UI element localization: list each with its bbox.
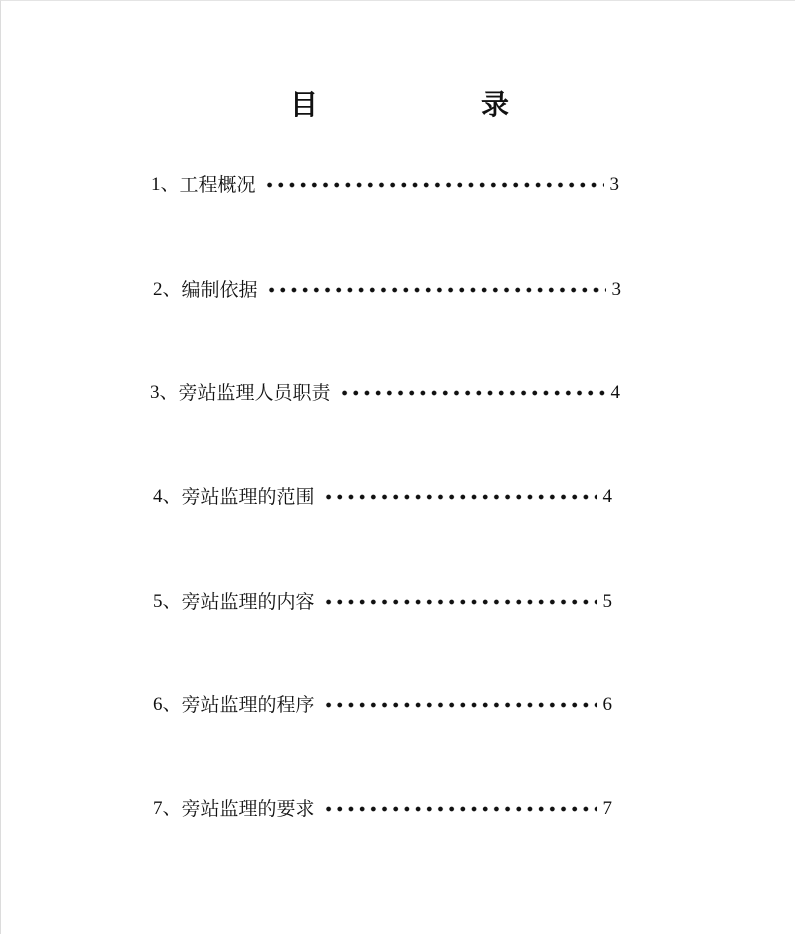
dot-leader xyxy=(339,378,605,408)
dot-leader xyxy=(266,275,606,305)
toc-entry-number: 2、 xyxy=(153,279,182,300)
toc-title xyxy=(1,85,795,125)
toc-entry[interactable] xyxy=(153,794,612,824)
toc-entry-page-number: 7 xyxy=(602,798,613,819)
dot-leader xyxy=(323,690,597,720)
toc-entry-number: 6、 xyxy=(153,694,182,715)
toc-entry-page-number: 4 xyxy=(610,382,621,403)
toc-entry-title: 旁站监理人员职责 xyxy=(178,382,331,404)
toc-entry[interactable] xyxy=(153,275,621,305)
toc-entry-number: 4、 xyxy=(153,486,182,507)
toc-entry-page-number: 3 xyxy=(609,174,620,195)
toc-entry-title: 编制依据 xyxy=(181,279,258,301)
toc-entry[interactable] xyxy=(153,482,612,512)
toc-entry-page-number: 3 xyxy=(611,279,622,300)
toc-title-char: 目 xyxy=(290,88,319,121)
toc-title-char: 录 xyxy=(481,88,510,121)
toc-entry[interactable] xyxy=(153,587,612,617)
toc-entry-page-number: 6 xyxy=(602,694,613,715)
toc-entry-page-number: 4 xyxy=(602,486,613,507)
toc-entry-title: 旁站监理的范围 xyxy=(181,486,315,508)
toc-entry-number: 5、 xyxy=(153,591,182,612)
toc-entry-page-number: 5 xyxy=(602,591,613,612)
toc-entry-number: 3、 xyxy=(150,382,179,403)
toc-entry-title: 工程概况 xyxy=(179,174,256,196)
toc-entry-title: 旁站监理的程序 xyxy=(181,694,315,716)
toc-entry[interactable] xyxy=(151,170,619,200)
dot-leader xyxy=(323,794,597,824)
dot-leader xyxy=(323,482,597,512)
toc-entry-title: 旁站监理的要求 xyxy=(181,798,315,820)
toc-entry-number: 7、 xyxy=(153,798,182,819)
dot-leader xyxy=(264,170,604,200)
dot-leader xyxy=(323,587,597,617)
toc-entry-title: 旁站监理的内容 xyxy=(181,591,315,613)
toc-entry[interactable] xyxy=(153,690,612,720)
toc-entry[interactable] xyxy=(150,378,620,408)
toc-entry-number: 1、 xyxy=(151,174,180,195)
